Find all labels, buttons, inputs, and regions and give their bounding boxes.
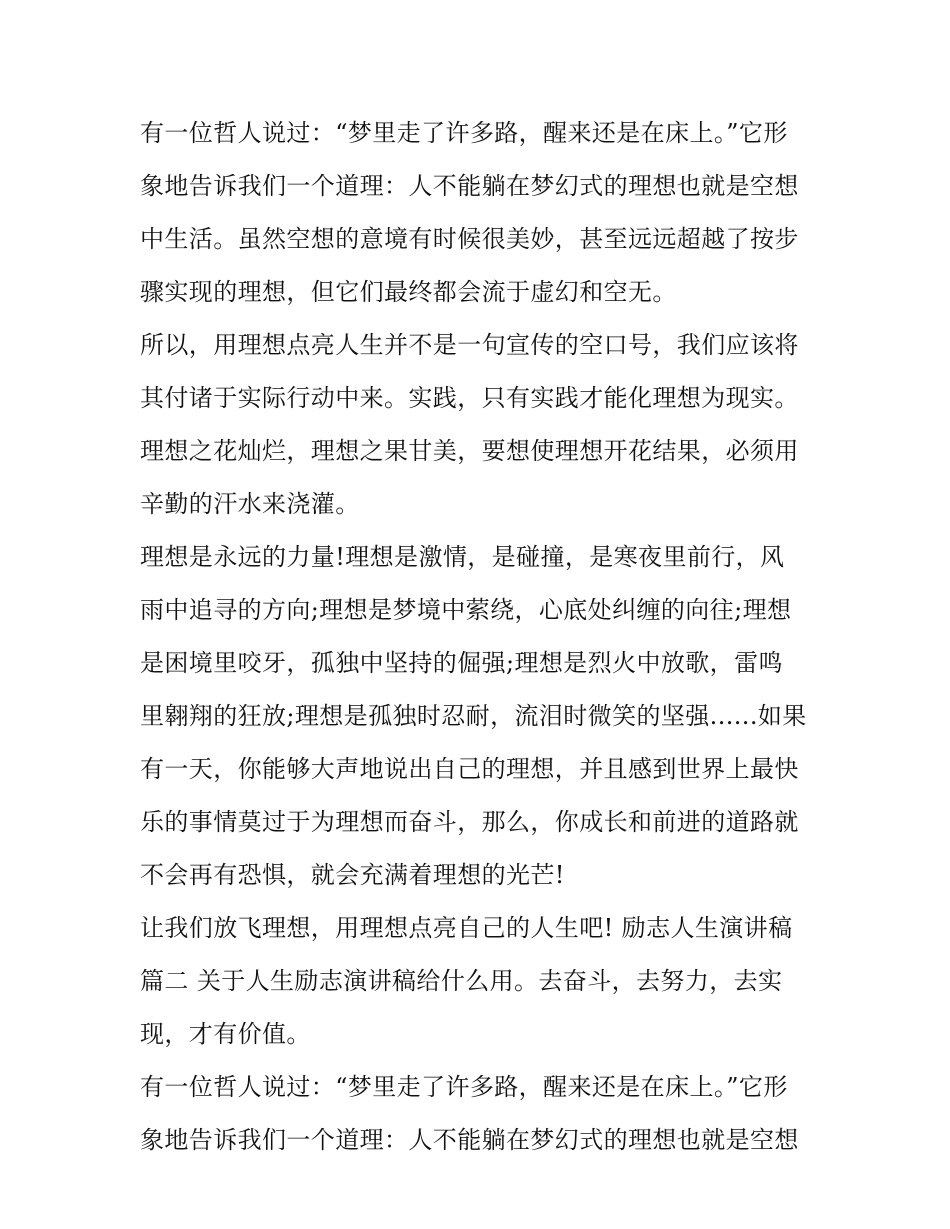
text-line: 象地告诉我们一个道理：人不能躺在梦幻式的理想也就是空想 [140,1126,799,1154]
text-line: 现，才有价值。 [140,1020,311,1048]
text-line: 理想是永远的力量!理想是激情，是碰撞，是寒夜里前行，风 [140,543,785,571]
text-line: 乐的事情莫过于为理想而奋斗，那么，你成长和前进的道路就 [140,808,799,836]
text-line: 有一位哲人说过：“梦里走了许多路，醒来还是在床上。”它形 [140,1073,788,1101]
text-line: 有一天，你能够大声地说出自己的理想，并且感到世界上最快 [140,755,799,783]
text-line: 所以，用理想点亮人生并不是一句宣传的空口号，我们应该将 [140,331,799,359]
text-line: 是困境里咬牙，孤独中坚持的倔强;理想是烈火中放歌，雷鸣 [140,649,783,677]
text-line: 有一位哲人说过：“梦里走了许多路，醒来还是在床上。”它形 [140,119,788,147]
text-line: 里翱翔的狂放;理想是孤独时忍耐，流泪时微笑的坚强......如果 [140,702,807,730]
text-line: 理想之花灿烂，理想之果甘美，要想使理想开花结果，必须用 [140,437,799,465]
text-line: 不会再有恐惧，就会充满着理想的光芒! [140,861,565,889]
body-text [140,107,820,1167]
text-line: 象地告诉我们一个道理：人不能躺在梦幻式的理想也就是空想 [140,172,799,200]
text-line: 辛勤的汗水来浇灌。 [140,490,360,518]
text-line: 篇二 关于人生励志演讲稿给什么用。去奋斗，去努力，去实 [140,967,783,995]
text-line: 雨中追寻的方向;理想是梦境中萦绕，心底处纠缠的向往;理想 [140,596,792,624]
text-line: 骤实现的理想，但它们最终都会流于虚幻和空无。 [140,278,677,306]
text-line: 让我们放飞理想，用理想点亮自己的人生吧! 励志人生演讲稿 [140,914,793,942]
text-line: 其付诸于实际行动中来。实践，只有实践才能化理想为现实。 [140,384,799,412]
text-line: 中生活。虽然空想的意境有时候很美妙，甚至远远超越了按步 [140,225,799,253]
